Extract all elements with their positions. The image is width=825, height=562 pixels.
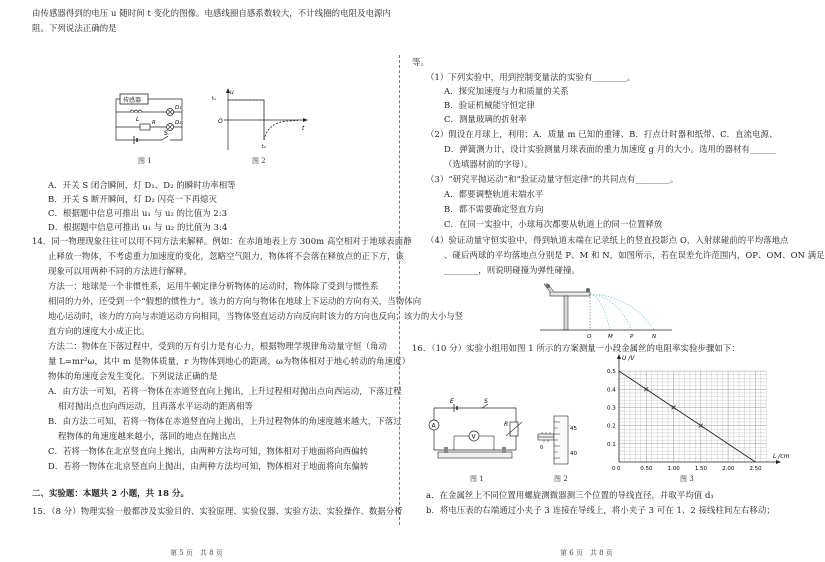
fig2-origin-label: O: [218, 118, 223, 125]
point-o-label: O: [587, 334, 592, 340]
q14-line-10: 物体的角速度会发生变化。下列说法正确的是: [48, 371, 218, 381]
x-tick-label: 0.50: [640, 466, 653, 472]
fig1-lamp1-label: D₁: [175, 105, 182, 111]
fig2-t2-label: t₂: [262, 144, 266, 150]
q15-part4-line-3: ________，则说明碰撞为弹性碰撞。: [444, 265, 580, 275]
right-page: [402, 0, 825, 562]
fig2-t-label: t: [302, 125, 305, 132]
x-tick-label: 0: [617, 466, 621, 472]
y-tick-label: 0.3: [607, 405, 616, 412]
q15-part1-option-c: C．测量玻璃的折射率: [444, 114, 527, 124]
x-axis-arrow: [776, 460, 781, 464]
q15-part3-option-a: A．都要调整轨道末端水平: [444, 189, 544, 199]
q16-figure-3-caption: 图 3: [680, 475, 694, 483]
micrometer-tick-45: 45: [570, 426, 577, 432]
y-tick-label: 0.4: [607, 387, 616, 394]
series-line: [619, 371, 755, 462]
q14-option-a-line-2: 相对抛出点也向西运动，且再落水平运动的距离相等: [58, 401, 253, 411]
q14-option-a-line-1: A．由方法一可知，若将一物体在赤道竖直向上抛出，上升过程相对抛出点向西运动，下落过程: [48, 386, 402, 396]
point-p-label: P: [630, 334, 634, 340]
q14-line-7: 直方向的速度大小成正比。: [48, 326, 150, 336]
q14-option-d: D．若将一物体在北京竖直向上抛出，由两种方法均可知，物体相对于地面将向东偏转: [48, 461, 369, 471]
q15-part3: （3）“研究平抛运动”和“验证动量守恒定律”的共同点有________。: [426, 174, 679, 184]
q14-option-b-line-2: 程物体的角速度越来越小，落回的地点在抛出点: [58, 431, 236, 441]
point-n-label: N: [652, 334, 657, 340]
section-2-heading: 二、实验题：本题共 2 小题，共 18 分。: [32, 488, 189, 498]
q14-line-8: 方法二：物体在下落过程中，受到的万有引力是有心力，根据物理学规律角动量守恒（角动: [48, 341, 387, 351]
q15-part2-line-3: （选填器材前的字母）。: [444, 159, 534, 169]
q13-option-b: B．开关 S 断开瞬间，灯 D₂ 闪亮一下再熄灭: [48, 194, 218, 204]
figure-2-graph: [210, 86, 310, 156]
q16-figure-1-circuit: [424, 400, 524, 470]
y-axis-arrow: [617, 354, 621, 359]
x-tick-label: 1.00: [667, 466, 680, 472]
micrometer-zero-label: 0: [540, 445, 544, 451]
q15-part3-option-c: C．在同一实验中，小球每次都要从轨道上的同一位置释放: [444, 219, 663, 229]
q16-fig1-rheostat-label: R: [504, 421, 509, 428]
figure-2-caption: 图 2: [252, 157, 266, 165]
x-tick-label: 2.50: [749, 466, 762, 472]
fig1-resistor-label: R: [152, 120, 156, 126]
q13-option-c: C．根据题中信息可推出 u₁ 与 u₂ 的比值为 2:3: [48, 208, 228, 218]
q14-line-6: 地心运动时，该力的方向与赤道运动方向相同，当物体竖直运动方向反向时该力的方向也反向；该力的大小与竖: [48, 311, 464, 321]
q16-fig1-ammeter-label: A: [431, 422, 436, 430]
q14-line-4: 方法一：地球是一个非惯性系，运用牛顿定律分析物体的运动时，物体除了受到与惯性系: [48, 281, 379, 291]
page-divider: [399, 55, 400, 525]
q14-line-3: 现象可以用两种不同的方法进行解释。: [48, 266, 193, 276]
q16-intro: 16．（10 分）实验小组用如图 1 所示的方案测量一小段金属丝的电阻率实验步骤如下：: [412, 343, 740, 353]
fig1-sensor-label: 传感器: [123, 97, 142, 104]
x-tick-label: 1.50: [694, 466, 708, 472]
origin-label: 0: [612, 466, 616, 472]
q14-line-1: 14．同一物理现象往往可以用不同方法来解释。例如：在赤道地表上方 300m 高空相对于地球表面静: [32, 236, 412, 246]
y-tick-label: 0.2: [607, 423, 616, 430]
q15-part3-option-b: B．都不需要确定竖直方向: [444, 204, 544, 214]
q16-fig1-switch-label: S: [484, 398, 488, 405]
fig2-u-label: u: [230, 89, 234, 96]
q15-line-1: 15．（8 分）物理实验一般都涉及实验目的、实验原理、实验仪器、实验方法、实验操作、数据分析: [32, 506, 403, 516]
x-tick-label: 2.00: [722, 466, 735, 472]
q16-figure-1-caption: 图 1: [470, 475, 484, 483]
q16-fig1-voltmeter-label: V: [471, 433, 476, 441]
q14-option-b-line-1: B．由方法二可知，若将一物体在赤道竖直向上抛出，上升过程物体的角速度越来越大，下落过: [48, 416, 402, 426]
q13-option-a: A．开关 S 闭合瞬间，灯 D₁、D₂ 的瞬时功率相等: [48, 180, 236, 190]
figure-1-caption: 图 1: [138, 157, 152, 165]
point-m-label: M: [608, 334, 613, 340]
fig1-lamp2-label: D₂: [175, 120, 182, 126]
q14-line-9: 量 L=mr²ω，其中 m 是物体质量，r 为物体到地心的距离，ω为物体相对于地心转动的角速度）: [48, 356, 411, 366]
intro-line-2: 阻。下列说法正确的是: [32, 23, 117, 33]
q16-fig1-emf-label: E: [450, 398, 454, 405]
q15-part1: （1）下列实验中，用到控制变量法的实验有________。: [426, 72, 636, 82]
right-page-footer: 第 6 页 共 8 页: [560, 549, 613, 557]
q16-step-a: a．在金属丝上不同位置用螺旋测微器测三个位置的导线直径，并取平均值 d₁: [426, 490, 714, 500]
u-l-chart: [597, 352, 790, 474]
q16-figure-2-caption: 图 2: [554, 475, 568, 483]
q16-figure-2-micrometer: [536, 414, 586, 468]
y-tick-label: 0.1: [607, 441, 616, 448]
q16-step-b: b．将电压表的右端通过小夹子 3 连接在导线上，将小夹子 3 可在 1、2 接线柱间左右移动；: [426, 505, 775, 515]
collision-apparatus-figure: [536, 282, 676, 340]
fig1-switch-label: S: [164, 130, 168, 137]
q15-part4-line-1: （4）验证动量守恒实验中，得到轨道末端在记录纸上的竖直投影点 O，入射球碰前的平均落地点: [426, 235, 789, 245]
q14-option-c: C．若将一物体在北京竖直向上抛出，由两种方法均可知，物体相对于地面将向西偏转: [48, 446, 369, 456]
q15-part2-line-1: （2）假设在月球上，利用：A．质量 m 已知的重锤、B．打点计时器和纸带、C．直流电源、: [426, 129, 778, 139]
q14-line-2: 止释放一物体，不考虑重力加速度的变化，忽略空气阻力，物体将不会落在释放点的正下方，该: [48, 251, 404, 261]
intro-line-1: 由传感器得到的电压 u 随时间 t 变化的图像。电感线圈自感系数较大，不计线圈的电阻及电源内: [32, 8, 392, 18]
continuation-text: 等。: [412, 57, 429, 67]
figure-1-circuit: [112, 90, 194, 150]
micrometer-tick-40: 40: [570, 451, 577, 457]
y-axis-label: U /V: [622, 355, 635, 362]
q13-option-d: D．根据题中信息可推出 u₁ 与 u₂ 的比值为 3:4: [48, 222, 228, 232]
q15-part2-line-2: D．弹簧测力计，设计实验测量月球表面的重力加速度 g 月的大小。选用的器材有______: [444, 144, 776, 154]
fig1-inductor-label: L: [136, 116, 140, 123]
x-axis-label: L /cm: [773, 453, 790, 460]
q15-part1-option-a: A．探究加速度与力和质量的关系: [444, 86, 569, 96]
q15-part1-option-b: B．验证机械能守恒定律: [444, 100, 536, 110]
fig2-u1-label: t₁: [212, 96, 216, 102]
y-tick-label: 0.5: [607, 369, 616, 376]
q14-line-5: 相同的力外，还受到一个“假想的惯性力”。该力的方向与物体在地球上下运动的方向有关，当物体向: [48, 296, 422, 306]
left-page-footer: 第 5 页 共 8 页: [170, 549, 223, 557]
q15-part4-line-2: 、碰后两球的平均落地点分别是 P、M 和 N，如图所示，若在误差允许范围内，OP、OM、ON 满足: [444, 250, 825, 260]
